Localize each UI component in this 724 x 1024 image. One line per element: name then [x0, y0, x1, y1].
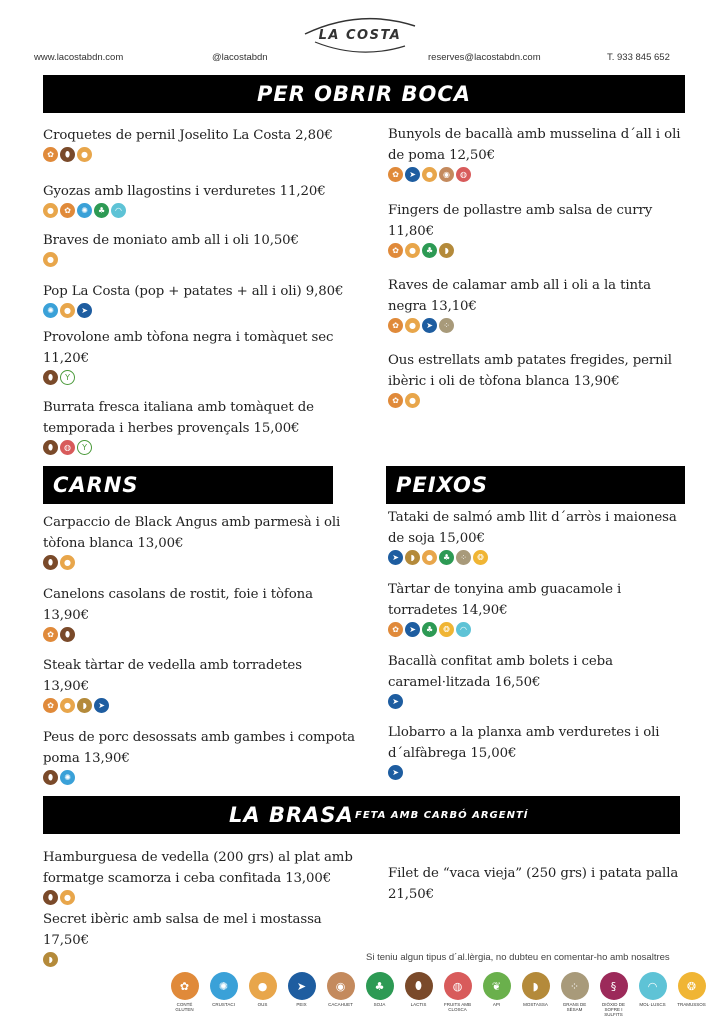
menu-item: [43, 327, 333, 385]
section-bar-peixos: [386, 466, 685, 504]
ous-allergen-icon: ●: [60, 890, 75, 905]
menu-item: [43, 181, 326, 218]
menu-item: [388, 200, 652, 258]
allergen-icons: [43, 203, 326, 218]
menu-item-text: 11,80€: [388, 224, 434, 239]
ous-allergen-icon: ●: [77, 147, 92, 162]
ous-allergen-icon: ●: [422, 550, 437, 565]
legend-item-lactis: [402, 972, 435, 1017]
menu-item: [43, 584, 313, 642]
peix-allergen-icon: ➤: [94, 698, 109, 713]
email-link[interactable]: reserves@lacostabdn.com: [428, 52, 541, 63]
menu-item: [388, 863, 678, 905]
crust-allergen-icon: ✺: [60, 770, 75, 785]
ous-allergen-icon: ●: [60, 698, 75, 713]
menu-item-text: Fingers de pollastre amb salsa de curry: [388, 203, 653, 218]
legend-label: OUS: [257, 1002, 268, 1007]
tram-allergen-icon: ❂: [439, 622, 454, 637]
allergen-icons: [388, 622, 621, 637]
peix-allergen-icon: ➤: [388, 765, 403, 780]
gluten-allergen-icon: ✿: [388, 393, 403, 408]
section-title-brasa: LA BRASA: [229, 803, 354, 827]
legend-label: SOJA: [373, 1002, 386, 1007]
section-subtitle-brasa: FETA AMB CARBÓ ARGENTÍ: [355, 810, 529, 821]
allergen-icons: [43, 303, 343, 318]
allergen-icons: [388, 393, 672, 408]
ous-allergen-icon: ●: [405, 318, 420, 333]
menu-item-text: Llobarro a la planxa amb verduretes i oli: [388, 725, 660, 740]
legend-item-crust: [207, 972, 240, 1017]
ous-allergen-icon: ●: [60, 555, 75, 570]
most-allergen-icon: ◗: [405, 550, 420, 565]
allergen-icons: [388, 694, 613, 709]
legend-item-peix: [285, 972, 318, 1017]
menu-item-text: 11,20€: [43, 351, 89, 366]
soja-allergen-icon: ♣: [422, 243, 437, 258]
menu-item: [43, 397, 314, 455]
legend-item-mol: [636, 972, 669, 1017]
allergen-icons: [43, 252, 299, 267]
sesam-allergen-icon: ⁘: [439, 318, 454, 333]
gluten-allergen-icon: ✿: [388, 622, 403, 637]
peix-allergen-icon: ➤: [422, 318, 437, 333]
legend-item-tram: [675, 972, 708, 1017]
tram-allergen-icon: ❂: [473, 550, 488, 565]
lactis-allergen-icon: ⬮: [43, 890, 58, 905]
soja-allergen-icon: ♣: [439, 550, 454, 565]
veg-allergen-icon: Y: [77, 440, 92, 455]
cac-allergen-icon: ◉: [439, 167, 454, 182]
fruits-allergen-icon: ◍: [60, 440, 75, 455]
legend-label: MOL·LUSCS: [639, 1002, 666, 1007]
ous-allergen-icon: ●: [405, 393, 420, 408]
gluten-allergen-icon: ✿: [43, 698, 58, 713]
menu-item-text: Tàrtar de tonyina amb guacamole i: [388, 582, 622, 597]
allergen-icons: [43, 890, 353, 905]
veg-allergen-icon: Y: [60, 370, 75, 385]
crust-allergen-icon: ✺: [77, 203, 92, 218]
menu-item-text: torradetes 14,90€: [388, 603, 508, 618]
peix-allergen-icon: ➤: [388, 550, 403, 565]
menu-item-text: Ous estrellats amb patates fregides, pernil: [388, 353, 672, 368]
menu-item: [388, 579, 621, 637]
cac-allergen-icon: ◉: [327, 972, 355, 1000]
menu-item: [43, 281, 343, 318]
legend-item-sesam: [558, 972, 591, 1017]
menu-item-text: 13,90€: [43, 608, 89, 623]
ous-allergen-icon: ●: [249, 972, 277, 1000]
allergen-icons: [388, 765, 659, 780]
legend-label: DIÒXID DE SOFRE I SULFITS: [601, 1002, 625, 1017]
menu-item: [388, 275, 651, 333]
lactis-allergen-icon: ⬮: [43, 555, 58, 570]
sulf-allergen-icon: §: [600, 972, 628, 1000]
menu-item-text: Croquetes de pernil Joselito La Costa 2,80€: [43, 128, 333, 143]
menu-item: [43, 655, 302, 713]
menu-item-text: temporada i herbes provençals 15,00€: [43, 421, 300, 436]
menu-item: [388, 507, 677, 565]
lactis-allergen-icon: ⬮: [60, 627, 75, 642]
menu-item-text: Gyozas amb llagostins i verduretes 11,20€: [43, 184, 326, 199]
section-title-peixos: PEIXOS: [396, 473, 488, 497]
menu-item: [388, 722, 659, 780]
ous-allergen-icon: ●: [43, 252, 58, 267]
legend-label: LACTIS: [410, 1002, 427, 1007]
ous-allergen-icon: ●: [60, 303, 75, 318]
menu-item: [43, 125, 333, 162]
menu-item-text: Hamburguesa de vedella (200 grs) al plat amb: [43, 850, 353, 865]
menu-item-text: Provolone amb tòfona negra i tomàquet sec: [43, 330, 334, 345]
menu-item-text: Peus de porc desossats amb gambes i compota: [43, 730, 355, 745]
menu-item-text: Canelons casolans de rostit, foie i tòfona: [43, 587, 313, 602]
legend-item-most: [519, 972, 552, 1017]
most-allergen-icon: ◗: [43, 952, 58, 967]
menu-item-text: Braves de moniato amb all i oli 10,50€: [43, 233, 299, 248]
menu-item-text: formatge scamorza i ceba confitada 13,00€: [43, 871, 332, 886]
legend-item-api: [480, 972, 513, 1017]
menu-item-text: 13,90€: [43, 679, 89, 694]
allergen-icons: [43, 440, 314, 455]
menu-item-text: de soja 15,00€: [388, 531, 485, 546]
logo: [300, 12, 420, 57]
menu-item: [43, 230, 299, 267]
gluten-allergen-icon: ✿: [43, 147, 58, 162]
ous-allergen-icon: ●: [405, 243, 420, 258]
menu-item-text: ibèric i oli de tòfona blanca 13,90€: [388, 374, 620, 389]
lactis-allergen-icon: ⬮: [43, 770, 58, 785]
lactis-allergen-icon: ⬮: [60, 147, 75, 162]
ous-allergen-icon: ●: [422, 167, 437, 182]
menu-item-text: de poma 12,50€: [388, 148, 496, 163]
soja-allergen-icon: ♣: [366, 972, 394, 1000]
legend-label: CONTÉ GLUTEN: [175, 1002, 194, 1012]
legend-label: CRUSTACI: [212, 1002, 235, 1007]
peix-allergen-icon: ➤: [388, 694, 403, 709]
legend-item-sulf: [597, 972, 630, 1017]
allergen-icons: [43, 370, 333, 385]
menu-item-text: poma 13,90€: [43, 751, 130, 766]
section-bar-carns: [43, 466, 333, 504]
legend-item-ous: [246, 972, 279, 1017]
most-allergen-icon: ◗: [522, 972, 550, 1000]
sesam-allergen-icon: ⁘: [561, 972, 589, 1000]
gluten-allergen-icon: ✿: [388, 318, 403, 333]
menu-item: [43, 847, 353, 905]
menu-item-text: 21,50€: [388, 887, 434, 902]
peix-allergen-icon: ➤: [405, 167, 420, 182]
ous-allergen-icon: ●: [43, 203, 58, 218]
section-title-obrir: PER OBRIR BOCA: [256, 82, 472, 106]
menu-item-text: d´alfàbrega 15,00€: [388, 746, 517, 761]
menu-item: [43, 727, 355, 785]
mol-allergen-icon: ◠: [456, 622, 471, 637]
crust-allergen-icon: ✺: [210, 972, 238, 1000]
legend-label: TRAMUSSOS: [677, 1002, 706, 1007]
menu-item: [388, 651, 613, 709]
allergen-icons: [388, 243, 652, 258]
gluten-allergen-icon: ✿: [60, 203, 75, 218]
menu-item-text: Tataki de salmó amb llit d´arròs i maionesa: [388, 510, 677, 525]
allergen-icons: [43, 627, 313, 642]
section-bar-brasa: [43, 796, 680, 834]
menu-item-text: Steak tàrtar de vedella amb torradetes: [43, 658, 302, 673]
menu-item-text: Bacallà confitat amb bolets i ceba: [388, 654, 613, 669]
section-title-carns: CARNS: [53, 473, 139, 497]
menu-item-text: Bunyols de bacallà amb musselina d´all i oli: [388, 127, 681, 142]
api-allergen-icon: ❦: [483, 972, 511, 1000]
menu-item: [388, 124, 680, 182]
menu-item-text: Burrata fresca italiana amb tomàquet de: [43, 400, 314, 415]
fruits-allergen-icon: ◍: [444, 972, 472, 1000]
legend-item-fruits: [441, 972, 474, 1017]
allergen-icons: [43, 698, 302, 713]
menu-item-text: caramel·litzada 16,50€: [388, 675, 541, 690]
menu-item: [43, 909, 322, 967]
peix-allergen-icon: ➤: [77, 303, 92, 318]
legend-label: GRANS DE SÈSAM: [562, 1002, 587, 1012]
legend-label: API: [492, 1002, 501, 1007]
menu-item-text: 17,50€: [43, 933, 89, 948]
menu-item-text: Secret ibèric amb salsa de mel i mostassa: [43, 912, 322, 927]
menu-item-text: negra 13,10€: [388, 299, 477, 314]
crust-allergen-icon: ✺: [43, 303, 58, 318]
gluten-allergen-icon: ✿: [388, 243, 403, 258]
peix-allergen-icon: ➤: [405, 622, 420, 637]
sesam-allergen-icon: ⁘: [456, 550, 471, 565]
menu-item-text: Raves de calamar amb all i oli a la tinta: [388, 278, 652, 293]
logo-text: LA COSTA: [318, 28, 402, 43]
allergen-icons: [43, 770, 355, 785]
soja-allergen-icon: ♣: [94, 203, 109, 218]
allergen-icons: [43, 952, 322, 967]
menu-item-text: Carpaccio de Black Angus amb parmesà i oli: [43, 515, 341, 530]
menu-item-text: Pop La Costa (pop + patates + all i oli) 9,80€: [43, 284, 344, 299]
menu-item: [43, 512, 340, 570]
gluten-allergen-icon: ✿: [171, 972, 199, 1000]
peix-allergen-icon: ➤: [288, 972, 316, 1000]
mol-allergen-icon: ◠: [111, 203, 126, 218]
menu-item: [388, 350, 672, 408]
tram-allergen-icon: ❂: [678, 972, 706, 1000]
allergy-note: Si teniu algun tipus d´al.lèrgia, no dubteu en comentar-ho amb nosaltres: [366, 952, 670, 963]
lactis-allergen-icon: ⬮: [43, 370, 58, 385]
fruits-allergen-icon: ◍: [456, 167, 471, 182]
phone-number: T. 933 845 652: [607, 52, 670, 63]
legend-item-cac: [324, 972, 357, 1017]
soja-allergen-icon: ♣: [422, 622, 437, 637]
website-link[interactable]: www.lacostabdn.com: [34, 52, 124, 63]
allergen-icons: [388, 167, 680, 182]
legend-label: CACAHUET: [328, 1002, 353, 1007]
legend-item-gluten: [168, 972, 201, 1017]
allergen-icons: [43, 555, 340, 570]
allergen-icons: [43, 147, 333, 162]
section-bar-obrir: [43, 75, 685, 113]
allergen-legend: [168, 972, 708, 1017]
allergen-icons: [388, 318, 651, 333]
gluten-allergen-icon: ✿: [388, 167, 403, 182]
most-allergen-icon: ◗: [439, 243, 454, 258]
most-allergen-icon: ◗: [77, 698, 92, 713]
lactis-allergen-icon: ⬮: [405, 972, 433, 1000]
menu-item-text: tòfona blanca 13,00€: [43, 536, 184, 551]
legend-label: MOSTASSA: [523, 1002, 548, 1007]
lactis-allergen-icon: ⬮: [43, 440, 58, 455]
menu-item-text: Filet de “vaca vieja” (250 grs) i patata palla: [388, 866, 679, 881]
gluten-allergen-icon: ✿: [43, 627, 58, 642]
instagram-handle[interactable]: @lacostabdn: [212, 52, 268, 63]
legend-item-soja: [363, 972, 396, 1017]
mol-allergen-icon: ◠: [639, 972, 667, 1000]
legend-label: PEIX: [296, 1002, 307, 1007]
allergen-icons: [388, 550, 677, 565]
legend-label: FRUITS AMB CLOSCA: [443, 1002, 471, 1012]
